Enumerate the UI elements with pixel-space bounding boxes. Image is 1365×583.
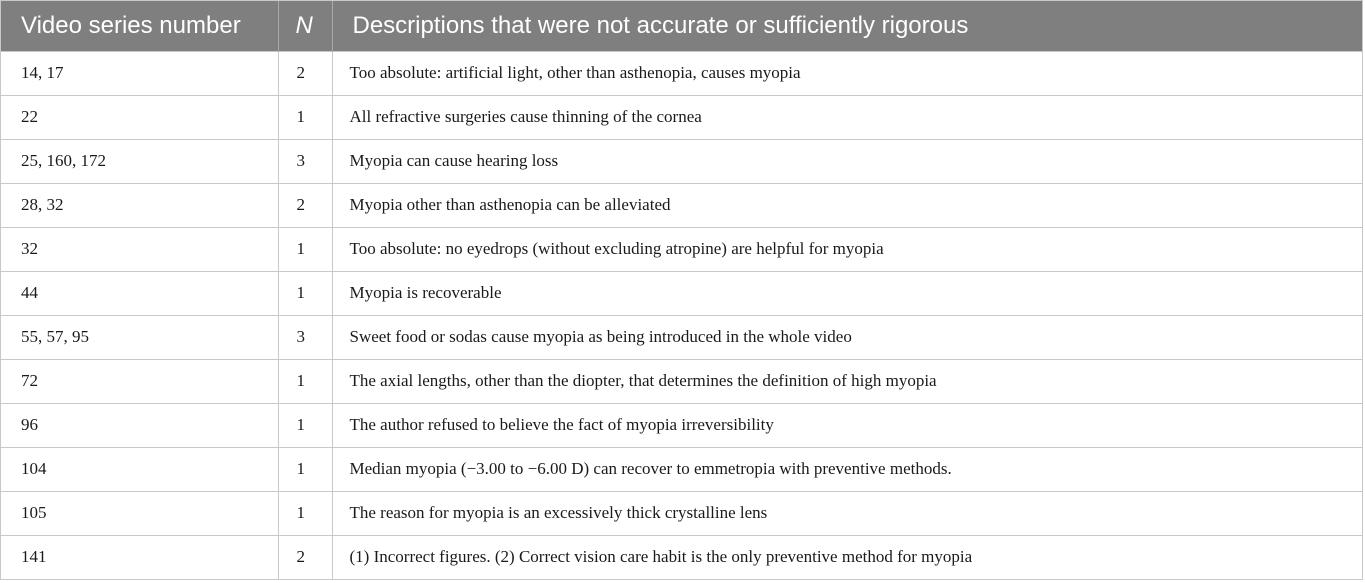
table-row (1, 139, 1362, 183)
cell-n: 3 (278, 315, 332, 359)
cell-video-series: 44 (1, 271, 278, 315)
header-row (1, 1, 1362, 51)
table-row (1, 95, 1362, 139)
cell-n: 3 (278, 139, 332, 183)
cell-video-series: 55, 57, 95 (1, 315, 278, 359)
table-row (1, 183, 1362, 227)
cell-n: 1 (278, 403, 332, 447)
cell-n: 1 (278, 227, 332, 271)
cell-description: All refractive surgeries cause thinning of the cornea (332, 95, 1362, 139)
cell-video-series: 28, 32 (1, 183, 278, 227)
cell-description: Too absolute: no eyedrops (without excluding atropine) are helpful for myopia (332, 227, 1362, 271)
cell-description: (1) Incorrect figures. (2) Correct vision care habit is the only preventive method for myopia (332, 535, 1362, 579)
cell-n: 1 (278, 491, 332, 535)
myopia-video-table (1, 1, 1362, 579)
table-row (1, 403, 1362, 447)
table-row (1, 51, 1362, 95)
cell-description: Too absolute: artificial light, other than asthenopia, causes myopia (332, 51, 1362, 95)
cell-video-series: 105 (1, 491, 278, 535)
cell-description: The axial lengths, other than the diopter, that determines the definition of high myopia (332, 359, 1362, 403)
cell-description: The author refused to believe the fact of myopia irreversibility (332, 403, 1362, 447)
table-row (1, 359, 1362, 403)
cell-video-series: 14, 17 (1, 51, 278, 95)
cell-n: 1 (278, 359, 332, 403)
cell-description: Myopia can cause hearing loss (332, 139, 1362, 183)
cell-description: Median myopia (−3.00 to −6.00 D) can recover to emmetropia with preventive methods. (332, 447, 1362, 491)
cell-video-series: 96 (1, 403, 278, 447)
cell-video-series: 72 (1, 359, 278, 403)
cell-video-series: 104 (1, 447, 278, 491)
cell-video-series: 22 (1, 95, 278, 139)
cell-description: The reason for myopia is an excessively thick crystalline lens (332, 491, 1362, 535)
header-description: Descriptions that were not accurate or sufficiently rigorous (332, 1, 1362, 51)
table-header (1, 1, 1362, 51)
table-body (1, 51, 1362, 579)
cell-n: 1 (278, 447, 332, 491)
cell-n: 2 (278, 183, 332, 227)
table-row (1, 227, 1362, 271)
header-n: N (278, 1, 332, 51)
table-row (1, 535, 1362, 579)
cell-n: 1 (278, 271, 332, 315)
table-row (1, 491, 1362, 535)
cell-n: 2 (278, 51, 332, 95)
cell-video-series: 25, 160, 172 (1, 139, 278, 183)
cell-description: Myopia other than asthenopia can be alleviated (332, 183, 1362, 227)
table-row (1, 271, 1362, 315)
cell-video-series: 32 (1, 227, 278, 271)
cell-description: Myopia is recoverable (332, 271, 1362, 315)
cell-n: 2 (278, 535, 332, 579)
cell-video-series: 141 (1, 535, 278, 579)
cell-n: 1 (278, 95, 332, 139)
header-video-series: Video series number (1, 1, 278, 51)
table-row (1, 315, 1362, 359)
cell-description: Sweet food or sodas cause myopia as being introduced in the whole video (332, 315, 1362, 359)
table-row (1, 447, 1362, 491)
